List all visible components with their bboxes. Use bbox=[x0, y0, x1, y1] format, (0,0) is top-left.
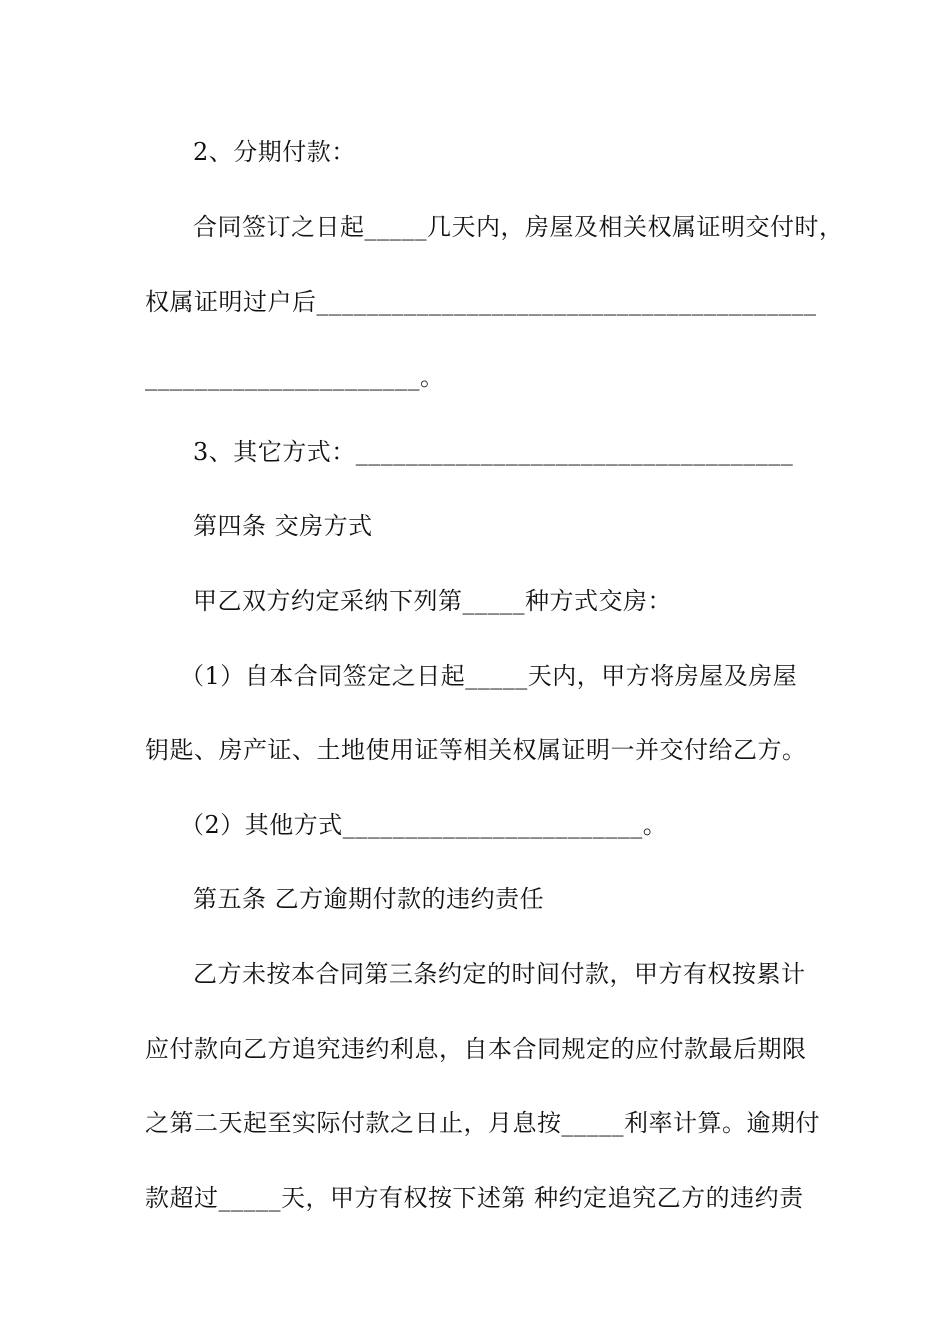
paragraph-line: （1）自本合同签定之日起_____天内，甲方将房屋及房屋 bbox=[180, 662, 798, 690]
paragraph-line: 乙方未按本合同第三条约定的时间付款，甲方有权按累计 bbox=[193, 960, 806, 988]
paragraph-line: （2）其他方式________________________。 bbox=[180, 811, 668, 839]
paragraph-line: 之第二天起至实际付款之日止，月息按_____利率计算。逾期付 bbox=[145, 1109, 820, 1137]
clause-other-method: 3、其它方式：___________________________________ bbox=[193, 438, 794, 466]
paragraph-line: 合同签订之日起_____几天内，房屋及相关权属证明交付时， bbox=[193, 213, 844, 241]
paragraph-line: ______________________。 bbox=[145, 363, 445, 391]
paragraph-line: 应付款向乙方追究违约利息，自本合同规定的应付款最后期限 bbox=[145, 1035, 807, 1063]
paragraph-line: 权属证明过户后________________________________________ bbox=[145, 288, 817, 316]
clause-installment-heading: 2、分期付款： bbox=[193, 138, 356, 166]
paragraph-line: 钥匙、房产证、土地使用证等相关权属证明一并交付给乙方。 bbox=[145, 736, 807, 764]
paragraph-line: 款超过_____天，甲方有权按下述第 种约定追究乙方的违约责 bbox=[145, 1184, 804, 1212]
article-four-heading: 第四条 交房方式 bbox=[193, 512, 373, 540]
paragraph-line: 甲乙双方约定采纳下列第_____种方式交房： bbox=[193, 587, 672, 615]
article-five-heading: 第五条 乙方逾期付款的违约责任 bbox=[193, 885, 545, 913]
